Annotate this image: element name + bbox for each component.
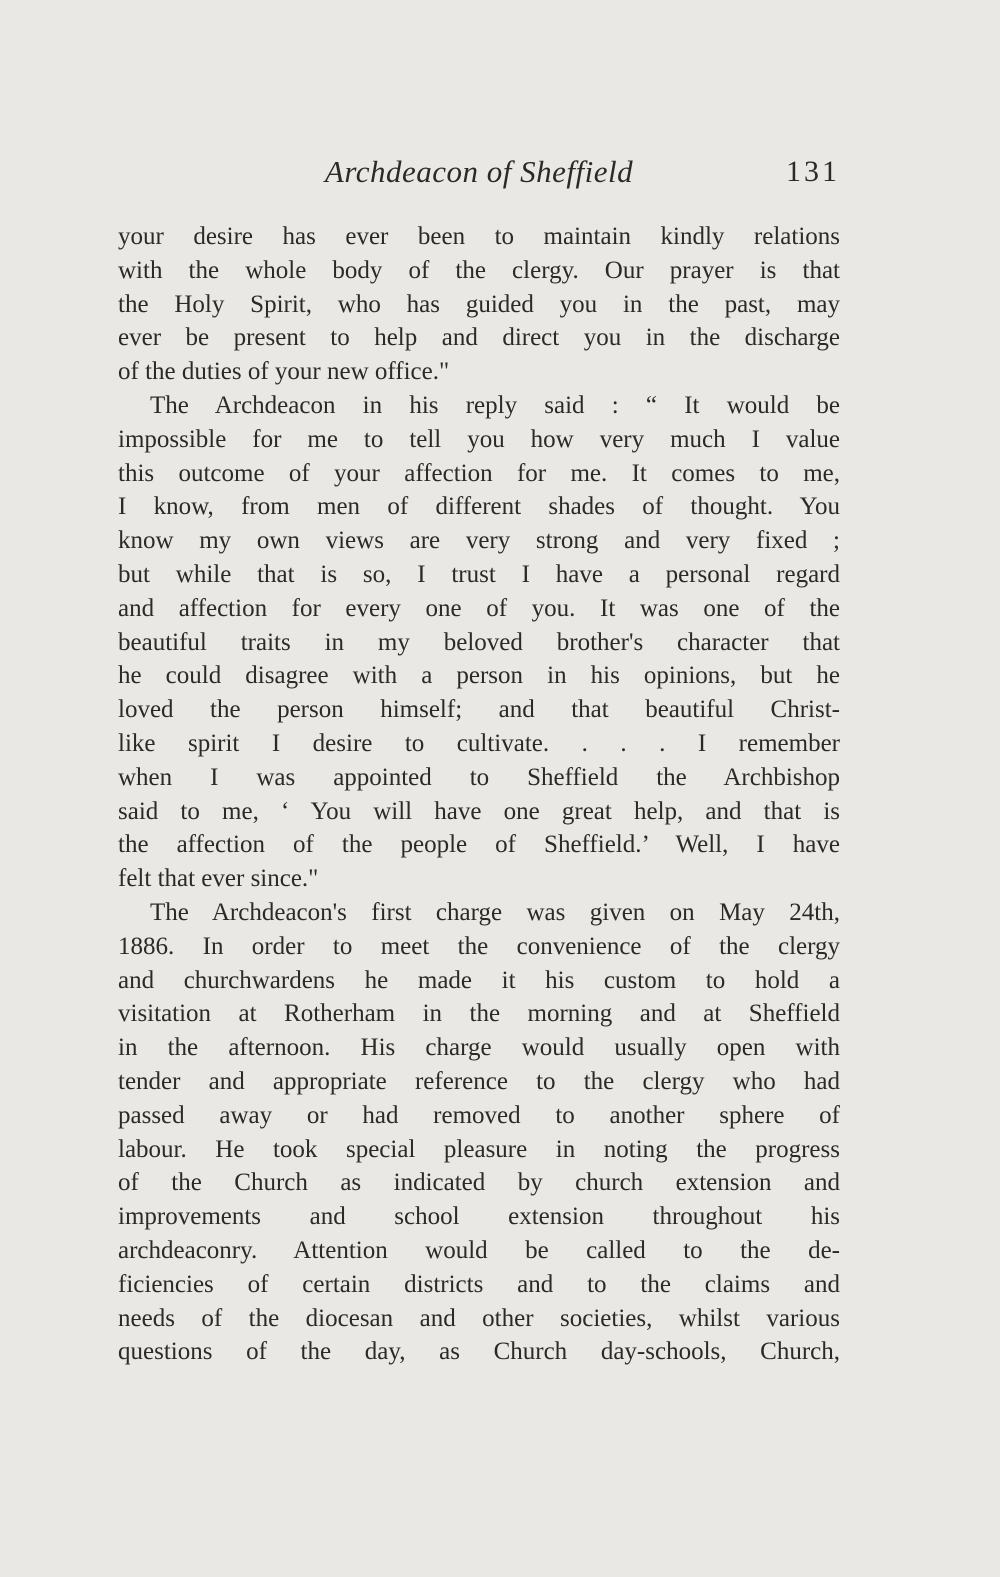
text-line: needs of the diocesan and other societies, whilst various — [118, 1304, 840, 1332]
text-line: felt that ever since." — [118, 865, 319, 893]
text-line: passed away or had removed to another sphere of — [118, 1101, 840, 1129]
running-head — [118, 150, 840, 194]
text-line: said to me, ‘ You will have one great help, and that is — [118, 797, 840, 825]
text-line: the affection of the people of Sheffield.’ Well, I have — [118, 831, 840, 859]
text-line: ever be present to help and direct you in the discharge — [118, 324, 840, 352]
running-title: Archdeacon of Sheffield — [324, 154, 634, 189]
page-number: 131 — [786, 155, 840, 188]
text-line: like spirit I desire to cultivate. . . . I remember — [118, 729, 840, 757]
text-line: he could disagree with a person in his opinions, but he — [118, 662, 840, 690]
text-line: 1886. In order to meet the convenience of the clergy — [118, 932, 840, 960]
text-line: visitation at Rotherham in the morning and at Sheffield — [118, 1000, 840, 1028]
text-line: with the whole body of the clergy. Our prayer is that — [118, 256, 840, 284]
text-line: the Holy Spirit, who has guided you in the past, may — [118, 290, 840, 318]
text-line: tender and appropriate reference to the clergy who had — [118, 1067, 840, 1095]
text-line: The Archdeacon in his reply said : “ It would be — [150, 391, 840, 419]
text-line: questions of the day, as Church day-schools, Church, — [118, 1338, 840, 1366]
text-line: improvements and school extension throughout his — [118, 1203, 840, 1231]
text-line: this outcome of your affection for me. It comes to me, — [118, 459, 840, 487]
text-line: loved the person himself; and that beautiful Christ- — [118, 696, 840, 724]
text-line: archdeaconry. Attention would be called to the de- — [118, 1236, 840, 1264]
text-line: but while that is so, I trust I have a personal regard — [118, 560, 840, 588]
text-line: and affection for every one of you. It was one of the — [118, 594, 840, 622]
text-line: know my own views are very strong and very fixed ; — [118, 527, 840, 555]
text-line: and churchwardens he made it his custom to hold a — [118, 966, 840, 994]
text-line: beautiful traits in my beloved brother's character that — [118, 628, 840, 656]
text-line: of the duties of your new office." — [118, 358, 450, 386]
text-line: in the afternoon. His charge would usually open with — [118, 1034, 840, 1062]
body-text — [118, 220, 840, 1369]
paragraph — [118, 896, 840, 1369]
text-line: of the Church as indicated by church extension and — [118, 1169, 840, 1197]
text-line: labour. He took special pleasure in noting the progress — [118, 1135, 840, 1163]
text-line: impossible for me to tell you how very much I value — [118, 425, 840, 453]
text-line: I know, from men of different shades of thought. You — [118, 493, 840, 521]
paragraph — [118, 220, 840, 389]
text-line: ficiencies of certain districts and to the claims and — [118, 1270, 840, 1298]
text-line: your desire has ever been to maintain kindly relations — [118, 223, 840, 250]
text-line: when I was appointed to Sheffield the Archbishop — [118, 763, 840, 791]
paragraph — [118, 389, 840, 896]
text-line: The Archdeacon's first charge was given on May 24th, — [150, 898, 840, 926]
